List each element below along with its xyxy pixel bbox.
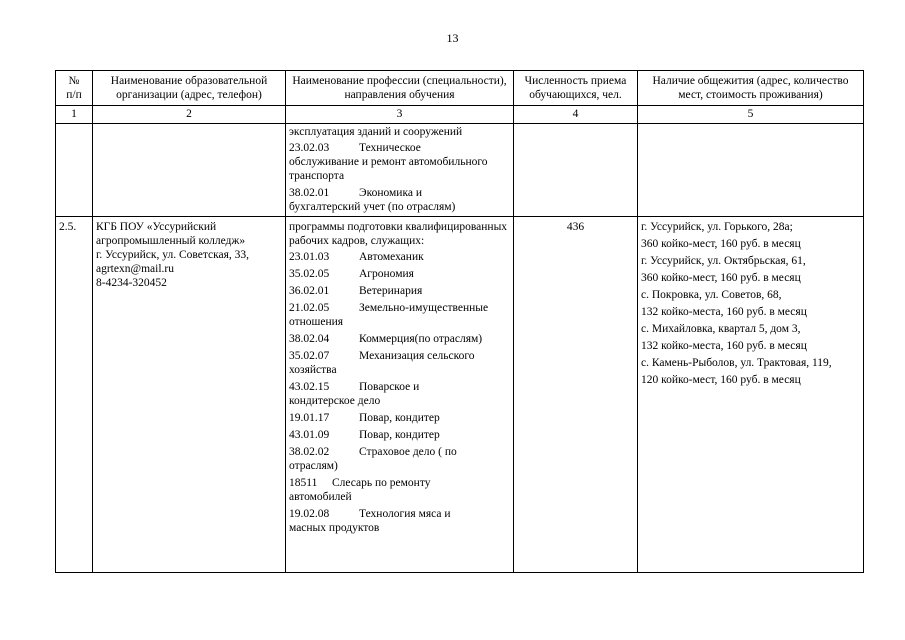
header-profession: Наименование профессии (специальности), направления обучения <box>286 71 514 106</box>
header-row <box>56 71 864 106</box>
program-title-cont: кондитерское дело <box>289 395 381 407</box>
entry-row <box>56 217 864 573</box>
org-email: agrtexn@mail.ru <box>96 263 174 275</box>
org-name: КГБ ПОУ «Уссурийский агропромышленный колледж» <box>96 221 246 247</box>
program-item <box>289 428 510 442</box>
program-item <box>289 445 510 473</box>
dorm-line: 132 койко-места, 160 руб. в месяц <box>641 340 807 352</box>
program-title: Экономика и <box>359 187 423 199</box>
continuation-row <box>56 124 864 217</box>
program-code: 18511 <box>289 477 318 489</box>
dorm-line: г. Уссурийск, ул. Горького, 28а; <box>641 221 793 233</box>
program-code: 23.02.03 <box>289 142 330 154</box>
program-code: 21.02.05 <box>289 302 330 314</box>
program-code: 19.01.17 <box>289 412 330 424</box>
org-phone: 8-4234-320452 <box>96 277 167 289</box>
program-code: 43.01.09 <box>289 429 330 441</box>
program-item <box>289 380 510 408</box>
dorm-line: с. Покровка, ул. Советов, 68, <box>641 289 782 301</box>
header-org: Наименование образовательной организации (адрес, телефон) <box>93 71 286 106</box>
page-number: 13 <box>446 31 459 45</box>
program-item <box>289 284 510 298</box>
program-item <box>289 411 510 425</box>
org-address: г. Уссурийск, ул. Советская, 33, <box>96 249 250 261</box>
dorm-line: г. Уссурийск, ул. Октябрьская, 61, <box>641 255 806 267</box>
entry-dorm-cell <box>638 217 864 573</box>
program-title: Земельно-имущественные <box>359 302 489 314</box>
program-item <box>289 250 510 264</box>
program-title: Повар, кондитер <box>359 429 440 441</box>
cont-count-cell <box>514 124 638 217</box>
program-title-cont: отраслям) <box>289 460 338 472</box>
program-code: 38.02.04 <box>289 333 330 345</box>
program-title: Ветеринария <box>359 285 423 297</box>
program-title: Механизация сельского <box>359 350 475 362</box>
program-code: 36.02.01 <box>289 285 330 297</box>
header-num-sign: № <box>68 75 80 87</box>
program-code: 19.02.08 <box>289 508 330 520</box>
program-title-cont: отношения <box>289 316 344 328</box>
program-title-cont: бухгалтерский учет (по отраслям) <box>289 201 456 213</box>
program-title: Слесарь по ремонту <box>332 477 431 489</box>
program-code: 43.02.15 <box>289 381 330 393</box>
entry-org-cell <box>93 217 286 573</box>
cont-profession-cell <box>286 124 514 217</box>
column-number: 2 <box>93 106 286 124</box>
column-number: 3 <box>286 106 514 124</box>
entry-profession-cell <box>286 217 514 573</box>
program-title: Агрономия <box>359 268 414 280</box>
program-item <box>289 301 510 329</box>
cont-dorm-cell <box>638 124 864 217</box>
column-number: 1 <box>56 106 93 124</box>
dorm-line: с. Михайловка, квартал 5, дом 3, <box>641 323 801 335</box>
column-number: 5 <box>638 106 864 124</box>
dorm-line: 132 койко-места, 160 руб. в месяц <box>641 306 807 318</box>
continuation-text: эксплуатация зданий и сооружений <box>289 126 463 138</box>
admissions-table <box>55 70 864 573</box>
cont-num-cell <box>56 124 93 217</box>
program-item <box>289 507 510 535</box>
program-code: 38.02.01 <box>289 187 330 199</box>
header-num <box>56 71 93 106</box>
program-item <box>289 332 510 346</box>
program-title: Страховое дело ( по <box>359 446 457 458</box>
column-number-row <box>56 106 864 124</box>
cont-org-cell <box>93 124 286 217</box>
program-title-cont: автомобилей <box>289 491 352 503</box>
program-item <box>289 349 510 377</box>
program-title: Поварское и <box>359 381 420 393</box>
header-num-abbr: п/п <box>66 89 82 101</box>
program-item <box>289 476 510 504</box>
program-title-cont: обслуживание и ремонт автомобильного транспорта <box>289 156 488 182</box>
header-count: Численность приема обучающихся, чел. <box>514 71 638 106</box>
program-title: Повар, кондитер <box>359 412 440 424</box>
dorm-line: с. Камень-Рыболов, ул. Трактовая, 119, <box>641 357 832 369</box>
program-title-cont: хозяйства <box>289 364 337 376</box>
program-item <box>289 186 510 214</box>
column-number: 4 <box>514 106 638 124</box>
program-code: 38.02.02 <box>289 446 330 458</box>
entry-count: 436 <box>514 217 638 573</box>
entry-num: 2.5. <box>56 217 93 573</box>
program-title: Автомеханик <box>359 251 424 263</box>
program-code: 35.02.07 <box>289 350 330 362</box>
header-dorm: Наличие общежития (адрес, количество мест, стоимость проживания) <box>638 71 864 106</box>
program-title: Техническое <box>359 142 421 154</box>
dorm-line: 120 койко-мест, 160 руб. в месяц <box>641 374 801 386</box>
program-code: 35.02.05 <box>289 268 330 280</box>
program-title-cont: масных продуктов <box>289 522 380 534</box>
program-item <box>289 141 510 183</box>
dorm-line: 360 койко-мест, 160 руб. в месяц <box>641 272 801 284</box>
program-code: 23.01.03 <box>289 251 330 263</box>
dorm-line: 360 койко-мест, 160 руб. в месяц <box>641 238 801 250</box>
program-title: Технология мяса и <box>359 508 451 520</box>
programs-intro: программы подготовки квалифицированных рабочих кадров, служащих: <box>289 221 508 247</box>
program-item <box>289 267 510 281</box>
program-title: Коммерция(по отраслям) <box>359 333 483 345</box>
